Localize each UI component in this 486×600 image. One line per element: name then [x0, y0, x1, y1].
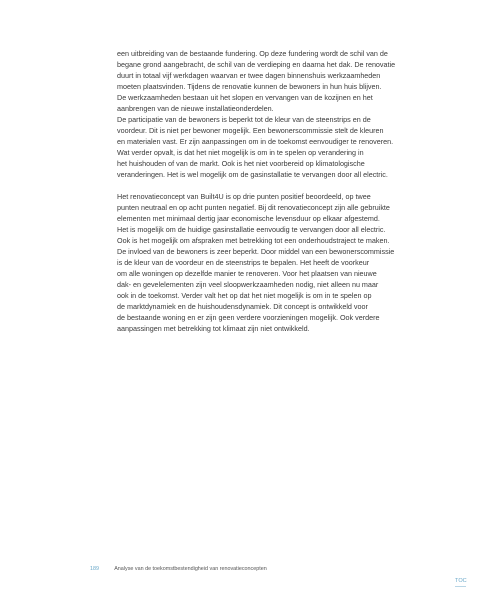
text-line: moeten plaatsvinden. Tijdens de renovatie kunnen de bewoners in hun huis blijven.	[117, 82, 382, 91]
text-line: de marktdynamiek en de huishoudensdynamiek. Dit concept is ontwikkeld voor	[117, 302, 368, 311]
text-line: en materialen vast. Er zijn aanpassingen om in de toekomst eenvoudiger te renoveren.	[117, 137, 394, 146]
text-line: Het renovatieconcept van Built4U is op drie punten positief beoordeeld, op twee	[117, 192, 371, 201]
toc-underline	[455, 586, 466, 587]
text-line: aanbrengen van de nieuwe installatieonderdelen.	[117, 104, 274, 113]
text-line: duurt in totaal vijf werkdagen waarvan er twee dagen binnenshuis werkzaamheden	[117, 71, 381, 80]
page-footer	[90, 566, 267, 572]
text-line: Het is mogelijk om de huidige gasinstallatie eenvoudig te vervangen door all electric.	[117, 225, 386, 234]
text-line: begane grond aangebracht, de schil van de verdieping en daarna het dak. De renovatie	[117, 60, 396, 69]
text-line: Ook is het mogelijk om afspraken met betrekking tot een onderhoudstraject te maken.	[117, 236, 390, 245]
text-line: om alle woningen op dezelfde manier te renoveren. Voor het plaatsen van nieuwe	[117, 269, 377, 278]
text-line: ook in de toekomst. Verder valt het op dat het niet mogelijk is om in te spelen op	[117, 291, 372, 300]
text-line: de bestaande woning en er zijn geen verdere voorzieningen mogelijk. Ook verdere	[117, 313, 380, 322]
text-line: elementen met minimaal dertig jaar economische levensduur op elkaar afgestemd.	[117, 214, 380, 223]
text-line: veranderingen. Het is wel mogelijk om de gasinstallatie te vervangen door all electric.	[117, 170, 388, 179]
text-line: aanpassingen met betrekking tot klimaat zijn niet ontwikkeld.	[117, 324, 310, 333]
toc-link[interactable]: TOC	[455, 578, 467, 584]
text-line: punten neutraal en op acht punten negatief. Bij dit renovatieconcept zijn alle gebruikte	[117, 203, 390, 212]
text-line: De participatie van de bewoners is beperkt tot de kleur van de steenstrips en de	[117, 115, 371, 124]
paragraph-1	[117, 48, 447, 180]
page-number: 189	[90, 566, 99, 572]
text-line: De invloed van de bewoners is zeer beperkt. Door middel van een bewonerscommissie	[117, 247, 395, 256]
footer-title: Analyse van de toekomstbestendigheid van renovatieconcepten	[114, 566, 267, 572]
text-line: het huishouden of van de markt. Ook is het niet voorbereid op klimatologische	[117, 159, 365, 168]
text-line: een uitbreiding van de bestaande fundering. Op deze fundering wordt de schil van de	[117, 49, 388, 58]
body-text	[117, 48, 447, 345]
text-line: Wat verder opvalt, is dat het niet mogelijk is om in te spelen op verandering in	[117, 148, 364, 157]
text-line: voordeur. Dit is niet per bewoner mogelijk. Een bewonerscommissie stelt de kleuren	[117, 126, 384, 135]
paragraph-2	[117, 191, 447, 334]
text-line: dak- en gevelelementen zijn veel sloopwerkzaamheden nodig, niet alleen nu maar	[117, 280, 379, 289]
text-line: De werkzaamheden bestaan uit het slopen en vervangen van de kozijnen en het	[117, 93, 373, 102]
text-line: is de kleur van de voordeur en de steenstrips te bepalen. Het heeft de voorkeur	[117, 258, 370, 267]
